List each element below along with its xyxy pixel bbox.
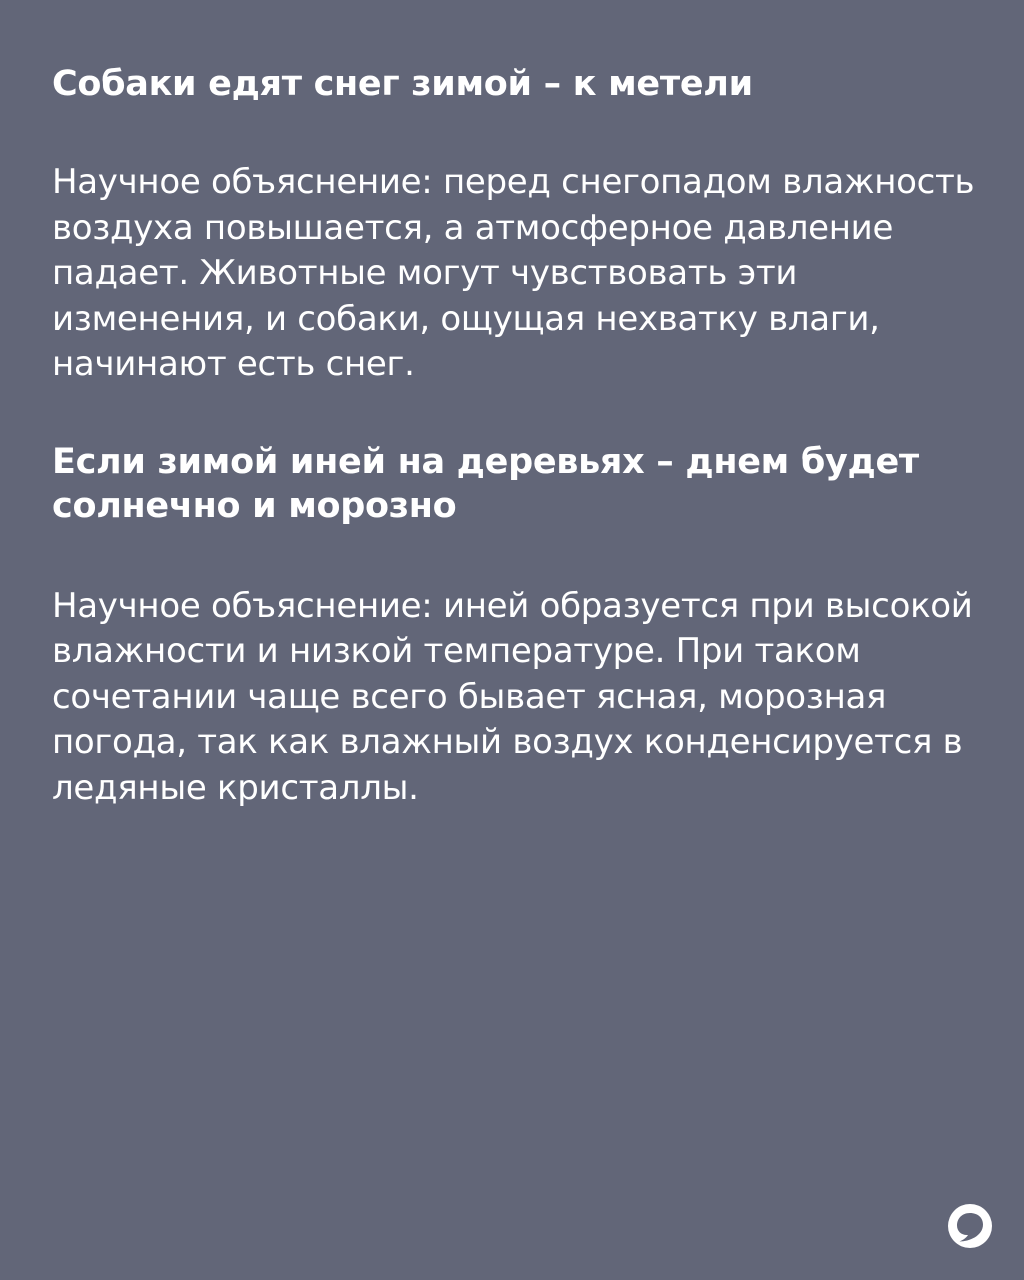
article <box>52 62 992 811</box>
section-2-text: Научное объяснение: иней образуется при высокой влажности и низкой температуре. При таком сочетании чаще всего бывает ясная, морозная погода, так как влажный воздух конденсируется в ледяные кристаллы. <box>52 585 973 808</box>
brand-logo-icon <box>948 1204 992 1248</box>
section-1-text: Научное объяснение: перед снегопадом влажность воздуха повышается, а атмосферное давление падает. Животные могут чувствовать эти изменения, и собаки, ощущая нехватку влаги, начинают есть снег. <box>52 162 975 384</box>
section-1-heading: Собаки едят снег зимой – к метели <box>52 64 753 104</box>
section-2-heading: Если зимой иней на деревьях – днем будет солнечно и морозно <box>52 441 919 526</box>
